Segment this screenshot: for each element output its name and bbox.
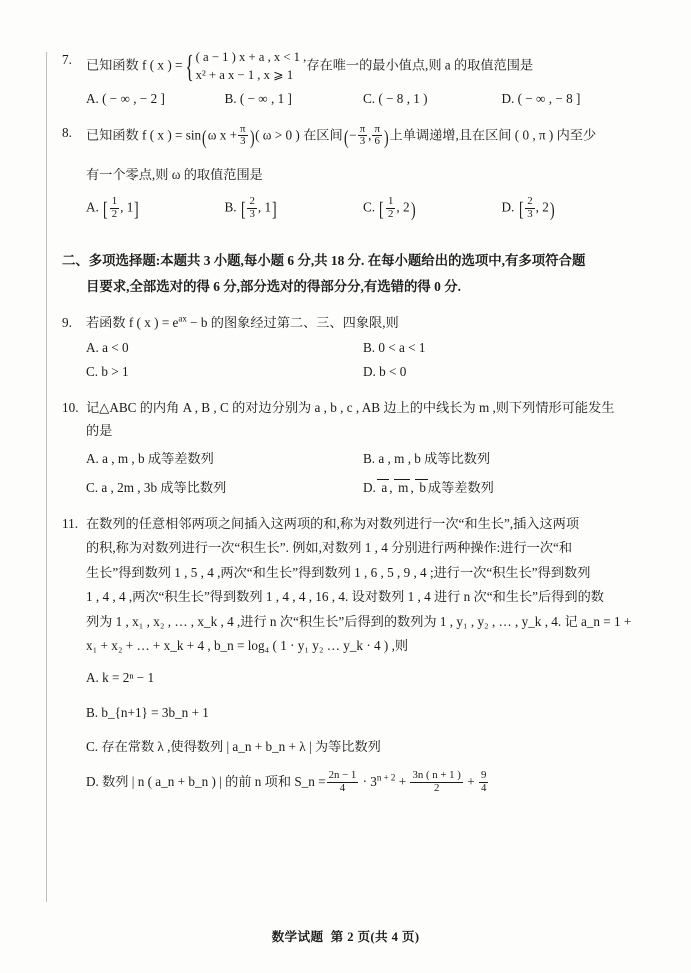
question-10	[62, 396, 640, 442]
option-11-D[interactable]: D. 数列 | n ( a_n + b_n ) | 的前 n 项和 S_n = $\frac{2n - 1}{4}$ · $3^{n + 2}$ + $\frac{3n ( n + 1 )}{2}$ + $\frac{9}{4}$	[86, 769, 487, 794]
option-11-B[interactable]: B. b_{n+1} = 3b_n + 1	[86, 704, 209, 720]
option-10-A[interactable]: A. a , m , b 成等差数列	[86, 450, 214, 466]
question-7-stem-pre: 已知函数 f ( x ) =	[86, 57, 183, 73]
option-8-D[interactable]: D. [ $\frac{2}{3}$ , 2)	[501, 195, 555, 222]
question-7	[62, 48, 640, 85]
paren-open-icon: (	[202, 126, 207, 149]
question-11-line-1: 在数列的任意相邻两项之间插入这两项的和,称为对数列进行一次“和生长”,插入这两项	[86, 515, 580, 531]
question-7-stem-post: 存在唯一的最小值点,则 a 的取值范围是	[306, 57, 534, 73]
question-10-stem-line-2: 的是	[86, 422, 113, 438]
question-10-options-row-2	[86, 477, 640, 496]
sqrt-m: m	[394, 479, 411, 496]
question-11-line-4: 1 , 4 , 4 ,两次“积生长”得到数列 1 , 4 , 4 , 16 , 4. 设对数列 1 , 4 进行 n 次“和生长”后得到的数	[86, 589, 604, 605]
option-9-D[interactable]: D. b < 0	[363, 363, 407, 379]
paren-close-icon: )	[249, 126, 255, 149]
option-11-D-frac-2: $\frac{3n ( n + 1 )}{2}$	[412, 769, 461, 794]
option-7-C[interactable]: C. ( − 8 , 1 )	[363, 90, 428, 106]
question-8-frac-2: $\frac{\pi}{3}$	[359, 122, 366, 148]
page-left-rule	[46, 52, 47, 902]
question-11-line-5: 列为 1 , x₁ , x₂ , … , x_k , 4 ,进行 n 次“积生长”后得到的数列为 1 , y₁ , y₂ , … , y_k , 4. 记 a_n = 1 +	[86, 613, 632, 629]
question-11-line-3: 生长”得到数列 1 , 5 , 4 ,两次“和生长”得到数列 1 , 6 , 5 , 9 , 4 ;进行一次“积生长”得到数列	[86, 564, 591, 580]
option-10-B[interactable]: B. a , m , b 成等比数列	[363, 450, 491, 466]
option-9-B[interactable]: B. 0 < a < 1	[363, 339, 426, 355]
question-9-options-row-2	[86, 364, 640, 380]
footer-subject-label: 数学试题	[271, 930, 324, 944]
question-8-stem-e: 上单调递增,且在区间 ( 0 , π ) 内至少	[389, 127, 597, 143]
option-11-A[interactable]: A. k = 2ⁿ − 1	[86, 670, 155, 686]
option-9-C[interactable]: C. b > 1	[86, 363, 129, 379]
question-8-stem-d: −	[349, 127, 357, 143]
question-9-stem-b: − b 的图象经过第二、三、四象限,则	[186, 314, 399, 330]
question-8-frac-3: $\frac{\pi}{6}$	[374, 122, 380, 148]
option-8-B[interactable]: B. [ $\frac{2}{3}$ , 1]	[224, 195, 277, 222]
option-10-C[interactable]: C. a , 2m , 3b 成等比数列	[86, 479, 227, 495]
paren-open-icon-2: (	[343, 126, 349, 149]
question-11	[62, 512, 640, 659]
option-9-A[interactable]: A. a < 0	[86, 339, 129, 355]
question-8-stem-line2: 有一个零点,则 ω 的取值范围是	[86, 167, 263, 183]
question-9-number: 9.	[62, 314, 72, 330]
option-11-D-frac-1: $\frac{2n - 1}{4}$	[328, 769, 357, 794]
option-7-D[interactable]: D. ( − ∞ , − 8 ]	[501, 90, 581, 106]
question-10-number: 10.	[62, 399, 79, 415]
question-9-stem	[86, 311, 640, 334]
question-9-exponent: ax	[178, 313, 187, 324]
option-8-A[interactable]: A. [ $\frac{1}{2}$ , 1]	[86, 195, 139, 222]
question-11-options	[62, 666, 640, 794]
question-8-number: 8.	[62, 124, 72, 140]
page-footer	[0, 926, 691, 945]
question-8-frac-1: $\frac{\pi}{3}$	[240, 122, 246, 148]
question-7-number: 7.	[62, 52, 72, 67]
option-10-D[interactable]: D. a , m , b 成等差数列	[363, 479, 494, 495]
question-7-options	[86, 91, 640, 107]
section-2-heading	[62, 248, 640, 300]
sqrt-a: a	[377, 479, 389, 496]
question-11-number: 11.	[62, 515, 78, 531]
question-9-stem-a: 若函数 f ( x ) = e	[86, 314, 179, 330]
question-10-options-row-1	[86, 448, 640, 467]
option-7-B[interactable]: B. ( − ∞ , 1 ]	[224, 90, 292, 106]
question-8-options	[86, 196, 640, 222]
question-8-stem: 已知函数 f ( x ) = sin(ω x + $\frac{\pi}{3}$ )( ω > 0 ) 在区间(− $\frac{\pi}{3}$ , $\frac{\pi}{6}$ )上单调递增,且在区间 ( 0 , π ) 内至少 有一个零点,则 ω 的取值范围是	[86, 121, 640, 187]
question-8-stem-b: ω x +	[207, 127, 238, 143]
sqrt-b: b	[415, 479, 428, 496]
question-8-stem-a: 已知函数 f ( x ) = sin	[86, 127, 202, 143]
question-11-line-6: x₁ + x₂ + … + x_k + 4 , b_n = log₄ ( 1 · y₁ y₂ … y_k · 4 ) ,则	[86, 637, 409, 653]
option-11-C[interactable]: C. 存在常数 λ ,使得数列 | a_n + b_n + λ | 为等比数列	[86, 739, 381, 755]
option-11-D-frac-3: $\frac{9}{4}$	[480, 769, 487, 794]
question-9	[62, 311, 640, 334]
question-7-case-2: x² + a x − 1 , x ⩾ 1	[195, 68, 294, 83]
question-11-line-2: 的积,称为对数列进行一次“积生长”. 例如,对数列 1 , 4 分别进行两种操作:进行一次“和	[86, 540, 573, 556]
question-7-cases	[182, 48, 306, 85]
question-7-stem	[86, 48, 640, 85]
left-brace-icon: {	[185, 48, 195, 84]
bracket-close-icon: )	[383, 126, 389, 149]
question-7-case-1: ( a − 1 ) x + a , x < 1 ,	[195, 50, 307, 64]
section-2-line-2: 目要求,全部选对的得 6 分,部分选对的得部分分,有选错的得 0 分.	[86, 279, 461, 295]
question-8-stem-c: ( ω > 0 ) 在区间	[255, 127, 343, 143]
question-9-options-row-1	[86, 340, 640, 356]
question-8	[62, 121, 640, 187]
option-8-C[interactable]: C. [ $\frac{1}{2}$ , 2)	[363, 195, 416, 222]
question-10-stem	[86, 396, 640, 442]
page-content	[62, 48, 640, 794]
option-7-A[interactable]: A. ( − ∞ , − 2 ]	[86, 90, 165, 106]
question-10-stem-line-1: 记△ABC 的内角 A , B , C 的对边分别为 a , b , c , AB 边上的中线长为 m ,则下列情形可能发生	[86, 399, 615, 415]
question-11-stem	[86, 512, 640, 659]
section-2-line-1: 二、多项选择题:本题共 3 小题,每小题 6 分,共 18 分. 在每小题给出的选项中,有多项符合题	[62, 253, 586, 269]
footer-page-number: 第 2 页(共 4 页)	[330, 930, 420, 944]
